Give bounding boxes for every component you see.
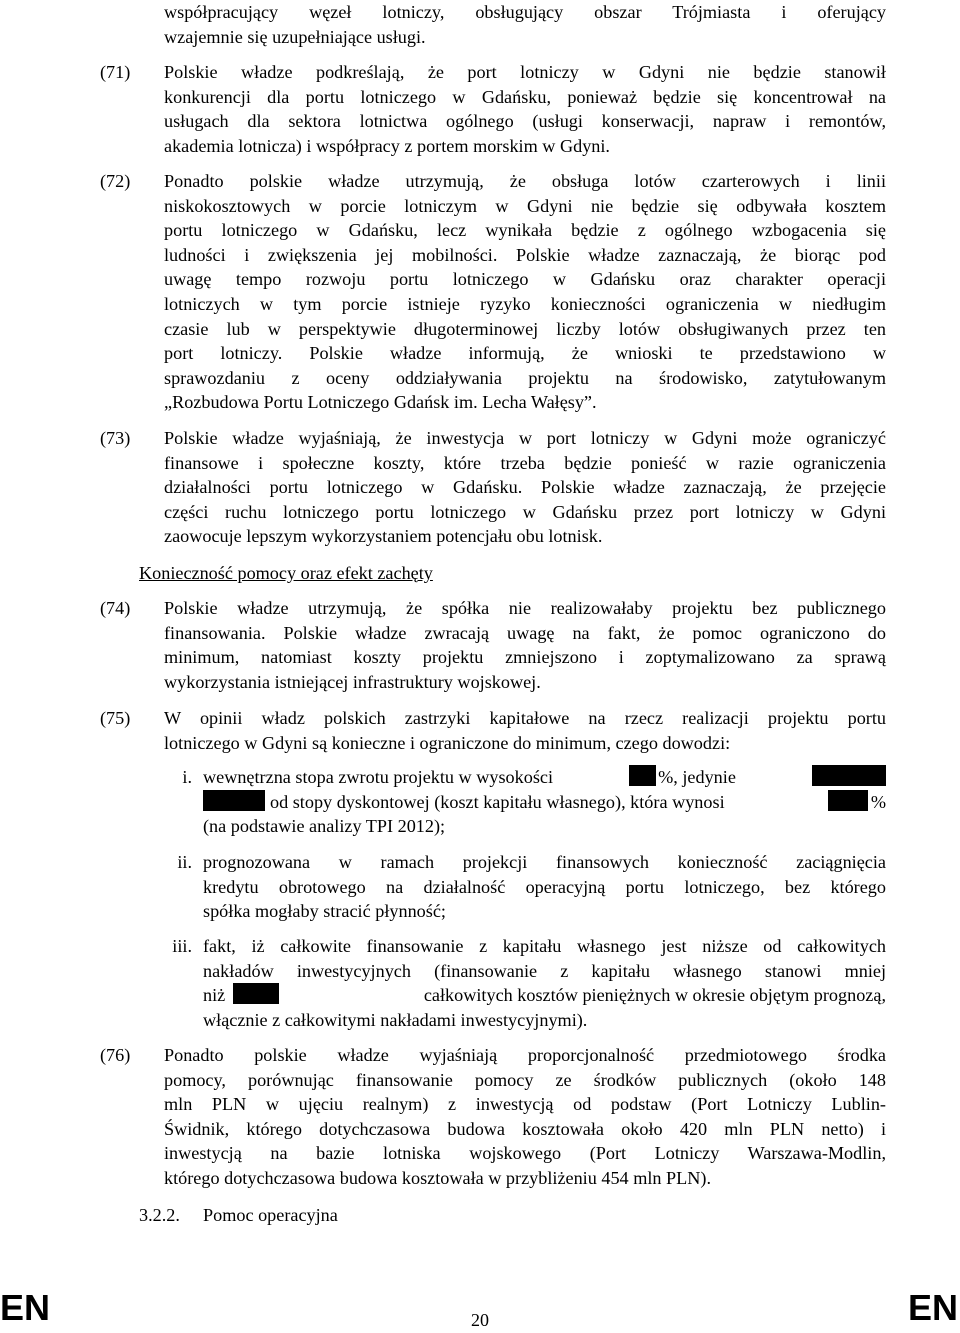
list-item-number: i.	[182, 767, 192, 787]
text-fragment: całkowitych kosztów pieniężnych w okresie objętym prognozą,	[423, 985, 886, 1006]
text-line: Świdnik, którego dotychczasowa budowa kosztowała około 420 mln PLN netto) i	[164, 1118, 886, 1139]
text-line: zaowocuje lepszym wykorzystaniem potencjału obu lotnisk.	[164, 526, 603, 547]
paragraph-body	[164, 596, 886, 694]
text-fragment: %, jedynie	[658, 767, 736, 787]
text-fragment: %	[870, 791, 886, 812]
text-line: lotniczych w tym porcie istnieje ryzyko konieczności ograniczenia w niedługim	[164, 293, 886, 314]
text-line: Ponadto polskie władze utrzymują, że obsługa lotów czarterowych i linii	[164, 171, 886, 191]
redaction-box	[629, 765, 656, 786]
text-line: ludności i zwiększenia jej mobilności. Polskie władze zaznaczają, że biorąc pod	[164, 244, 886, 265]
text-line: włącznie z całkowitymi nakładami inwestycyjnymi).	[203, 1009, 588, 1030]
text-line: Polskie władze utrzymują, że spółka nie realizowałaby projektu bez publicznego	[164, 598, 886, 618]
section-title	[139, 1203, 338, 1228]
section-heading: Konieczność pomocy oraz efekt zachęty	[139, 563, 433, 583]
page-number: 20	[471, 1310, 489, 1330]
text-line: finansowania. Polskie władze zwracają uwagę na fakt, że pomoc ograniczono do	[164, 622, 886, 643]
paragraph-number: (74)	[100, 598, 131, 618]
intro-text	[164, 0, 886, 49]
paragraph-body	[164, 1043, 886, 1191]
text-line: Polskie władze wyjaśniają, że inwestycja w port lotniczy w Gdyni może ograniczyć	[164, 428, 886, 448]
text-line: prognozowana w ramach projekcji finansowych konieczność zaciągnięcia	[203, 852, 886, 872]
redaction-box	[233, 983, 279, 1004]
text-line: portu lotniczego w Gdańsku, lecz wynikała będzie z ogólnego wzbogacenia się	[164, 220, 886, 241]
text-line: nakładów inwestycyjnych (finansowanie z kapitału własnego stanowi mniej	[203, 960, 886, 981]
paragraph-body	[164, 60, 886, 158]
text-line: sprawozdaniu z oceny oddziaływania projektu na środowisko, zatytułowanym	[164, 367, 886, 388]
text-line	[203, 765, 886, 790]
text-line: kredytu obrotowego na działalność operacyjną portu lotniczego, bez którego	[203, 876, 886, 897]
text-fragment	[828, 790, 886, 815]
text-line: usługach dla sektora lotnictwa ogólnego (usługi konserwacji, napraw i remontów,	[164, 111, 886, 132]
text-fragment: niż	[203, 985, 226, 1006]
redaction-box	[828, 790, 868, 811]
section-label: Pomoc operacyjna	[203, 1205, 338, 1225]
text-line: części ruchu lotniczego portu lotniczego w Gdańsku przez port lotniczy w Gdyni	[164, 501, 886, 522]
text-line: pomocy, porównując finansowanie pomocy ze środków publicznych (około 148	[164, 1069, 886, 1090]
text-line: działalności portu lotniczego w Gdańsku. Polskie władze zaznaczają, że przejęcie	[164, 477, 886, 498]
text-line: wzajemnie się uzupełniające usługi.	[164, 26, 426, 47]
paragraph-number: (72)	[100, 171, 131, 191]
list-item-number: ii.	[177, 852, 192, 872]
text-line: port lotniczy. Polskie władze informują, że wnioski te przedstawiono w	[164, 343, 886, 364]
paragraph-number: (76)	[100, 1045, 131, 1065]
paragraph-number: (75)	[100, 708, 131, 728]
text-line	[203, 790, 886, 815]
text-line: konkurencji dla portu lotniczego w Gdańsku, ponieważ będzie się koncentrował na	[164, 86, 886, 107]
list-item-body	[203, 765, 886, 839]
text-line: minimum, natomiast koszty projektu zmniejszono i zoptymalizowano za sprawą	[164, 647, 886, 668]
text-line: wykorzystania istniejącej infrastruktury wojskowej.	[164, 671, 541, 692]
text-fragment: wewnętrzna stopa zwrotu projektu w wysokości	[203, 767, 554, 787]
section-number: 3.2.2.	[139, 1205, 180, 1225]
text-line: spółka mogłaby stracić płynność;	[203, 901, 446, 922]
paragraph-number: (71)	[100, 62, 131, 82]
paragraph-body	[164, 426, 886, 549]
text-line: inwestycją na bazie lotniska wojskowego (Port Lotniczy Warszawa-Modlin,	[164, 1143, 886, 1164]
list-item-body	[203, 934, 886, 1032]
text-line: fakt, iż całkowite finansowanie z kapitału własnego jest niższe od całkowitych	[203, 936, 886, 956]
text-line: czasie lub w perspektywie długoterminowej liczby lotów obsługiwanych przez ten	[164, 318, 886, 339]
text-fragment	[629, 765, 736, 790]
text-fragment: od stopy dyskontowej (koszt kapitału własnego), która wynosi	[270, 791, 725, 812]
text-line: mln PLN w ujęciu realnym) z inwestycją od podstaw (Port Lotniczy Lublin-	[164, 1094, 886, 1115]
text-line	[203, 983, 886, 1008]
redaction-box	[812, 765, 886, 786]
paragraph-body	[164, 169, 886, 415]
paragraph-number: (73)	[100, 428, 131, 448]
text-line: Polskie władze podkreślają, że port lotniczy w Gdyni nie będzie stanowił	[164, 62, 886, 82]
text-line: lotniczego w Gdyni są konieczne i ograniczone do minimum, czego dowodzi:	[164, 732, 731, 753]
text-fragment	[203, 983, 279, 1008]
text-line: „Rozbudowa Portu Lotniczego Gdańsk im. Lecha Wałęsy”.	[164, 392, 597, 413]
text-line: akademia lotnicza) i współpracy z portem morskim w Gdyni.	[164, 135, 610, 156]
list-item-number: iii.	[172, 936, 192, 956]
text-line: niskokosztowych w porcie lotniczym w Gdyni nie będzie się odbywała kosztem	[164, 195, 886, 216]
text-line: współpracujący węzeł lotniczy, obsługujący obszar Trójmiasta i oferujący	[164, 2, 886, 22]
redaction-box	[203, 790, 265, 811]
text-line: (na podstawie analizy TPI 2012);	[203, 816, 446, 837]
list-item-body	[203, 850, 886, 924]
text-fragment	[203, 790, 725, 815]
text-line: Ponadto polskie władze wyjaśniają proporcjonalność przedmiotowego środka	[164, 1045, 886, 1065]
language-code-right: EN	[907, 1287, 958, 1328]
language-code-left: EN	[0, 1287, 51, 1328]
paragraph-body	[164, 706, 886, 755]
text-line: finansowe i społeczne koszty, które trzeba będzie ponieść w razie ograniczenia	[164, 452, 886, 473]
text-line: którego dotychczasowa budowa kosztowała w przybliżeniu 454 mln PLN).	[164, 1167, 712, 1188]
text-line: uwagę tempo rozwoju portu lotniczego w Gdańsku oraz charakter operacji	[164, 269, 886, 290]
text-line: W opinii władz polskich zastrzyki kapitałowe na rzecz realizacji projektu portu	[164, 708, 886, 728]
